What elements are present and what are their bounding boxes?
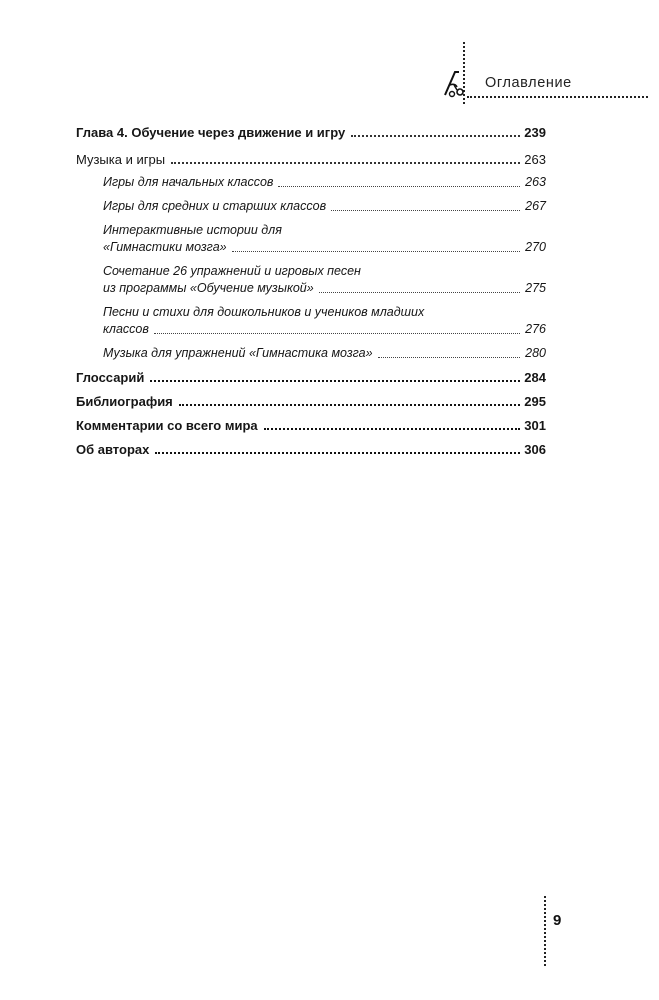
- toc-entry-primary-games[interactable]: [76, 174, 546, 191]
- toc-entry-title: Музыка для упражнений «Гимнастика мозга»: [103, 346, 373, 360]
- toc-entry-bibliography[interactable]: [76, 393, 546, 410]
- toc-entry-chapter-4[interactable]: [76, 124, 546, 141]
- toc-entry-worldwide-comments[interactable]: [76, 417, 546, 434]
- toc-entry-page: 275: [525, 281, 546, 295]
- scissors-pen-icon: [441, 68, 467, 98]
- section-title: Оглавление: [485, 75, 572, 91]
- dot-leader: [155, 452, 520, 454]
- toc-entry-page: 301: [524, 418, 546, 433]
- toc-entry-title: Об авторах: [76, 442, 150, 457]
- toc-entry-title-line2: классов: [103, 322, 149, 336]
- toc-entry-page: 267: [525, 199, 546, 213]
- toc-entry-page: 239: [524, 125, 546, 140]
- dot-leader: [232, 251, 520, 252]
- toc-entry-title-line2: «Гимнастики мозга»: [103, 240, 227, 254]
- toc-entry-glossary[interactable]: [76, 369, 546, 386]
- toc-entry-interactive-stories[interactable]: [76, 222, 546, 256]
- toc-entry-title-line1: Интерактивные истории для: [103, 223, 282, 237]
- toc-entry-title: Глоссарий: [76, 370, 145, 385]
- dot-leader: [278, 186, 520, 187]
- toc-entry-page: 284: [524, 370, 546, 385]
- toc-entry-section-music-games[interactable]: [76, 151, 546, 168]
- dot-leader: [319, 292, 520, 293]
- toc-entry-title: Комментарии со всего мира: [76, 418, 258, 433]
- toc-entry-title: Библиография: [76, 394, 173, 409]
- toc-entry-page: 270: [525, 240, 546, 254]
- toc-entry-music-for-exercises[interactable]: [76, 345, 546, 362]
- toc-entry-songs-poems[interactable]: [76, 304, 546, 338]
- toc-entry-title: Игры для начальных классов: [103, 175, 274, 189]
- header-divider-horizontal: [467, 96, 648, 98]
- toc-entry-page: 295: [524, 394, 546, 409]
- toc-entry-page: 263: [525, 175, 546, 189]
- toc-entry-title: Глава 4. Обучение через движение и игру: [76, 125, 346, 140]
- dot-leader: [351, 135, 520, 137]
- toc-entry-title: Музыка и игры: [76, 152, 166, 167]
- toc-entry-about-authors[interactable]: [76, 441, 546, 458]
- toc-entry-page: 280: [525, 346, 546, 360]
- table-of-contents: [76, 124, 546, 465]
- dot-leader: [171, 162, 520, 164]
- dot-leader: [179, 404, 520, 406]
- toc-entry-page: 263: [524, 152, 546, 167]
- dot-leader: [150, 380, 520, 382]
- dot-leader: [264, 428, 520, 430]
- toc-entry-title: Игры для средних и старших классов: [103, 199, 327, 213]
- dot-leader: [154, 333, 520, 334]
- toc-entry-page: 276: [525, 322, 546, 336]
- toc-entry-title-line1: Сочетание 26 упражнений и игровых песен: [103, 264, 361, 278]
- toc-entry-26-exercises-songs[interactable]: [76, 263, 546, 297]
- dot-leader: [331, 210, 520, 211]
- footer-divider-vertical: [544, 896, 546, 966]
- dot-leader: [378, 357, 520, 358]
- toc-entry-title-line1: Песни и стихи для дошкольников и учеников младших: [103, 305, 425, 319]
- toc-entry-page: 306: [524, 442, 546, 457]
- toc-entry-title-line2: из программы «Обучение музыкой»: [103, 281, 314, 295]
- toc-entry-middle-senior-games[interactable]: [76, 198, 546, 215]
- page-number: 9: [553, 912, 562, 929]
